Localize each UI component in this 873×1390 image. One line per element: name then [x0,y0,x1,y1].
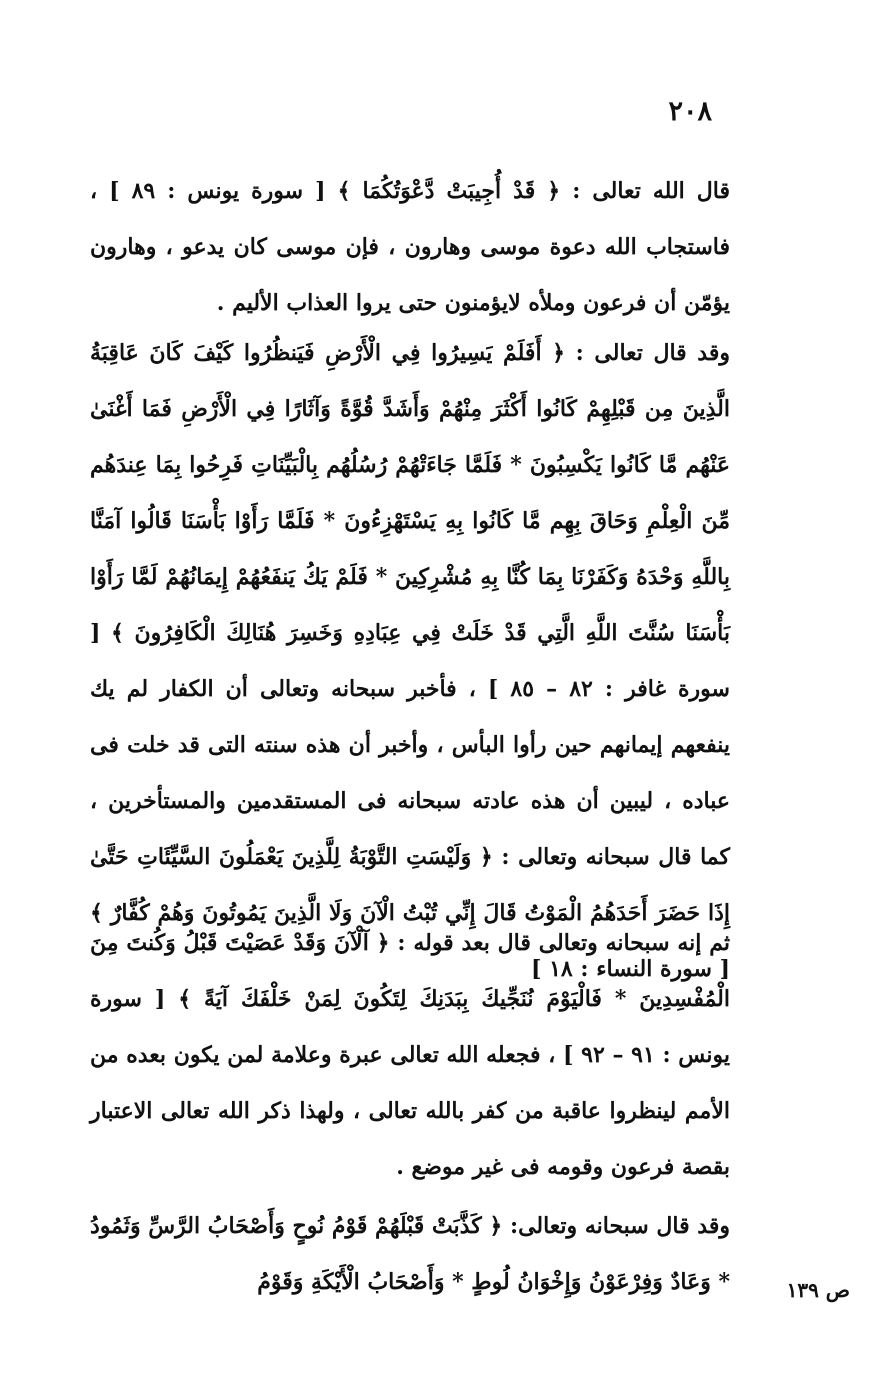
paragraph-1: قال الله تعالى : ﴿ قَدْ أُجِيبَتْ دَّعْوَتُكُمَا ﴾ [ سورة يونس : ٨٩ ] ، فاستجاب الله دعوة موسى وهارون ، فإن موسى كان يدعو ، وهارون يؤمّن أن فرعون وملأه لايؤمنون حتى يروا العذاب الأليم . [90,178,731,316]
paragraph-3: ثم إنه سبحانه وتعالى قال بعد قوله : ﴿ آلْآنَ وَقَدْ عَصَيْتَ قَبْلُ وَكُنتَ مِنَ الْمُفْسِدِينَ * فَالْيَوْمَ نُنَجِّيكَ بِبَدَنِكَ لِتَكُونَ لِمَنْ خَلْفَكَ آيَةً ﴾ [ سورة يونس : ٩١ – ٩٢ ] ، فجعله الله تعالى عبرة وعلامة لمن يكون بعده من الأمم لينظروا عاقبة من كفر بالله تعالى ، ولهذا ذكر الله تعالى الاعتبار بقصة فرعون وقومه فى غير موضع . [90,930,730,1180]
margin-page-reference: ص ١٣٩ [786,1278,850,1302]
paragraph-2: وقد قال تعالى : ﴿ أَفَلَمْ يَسِيرُوا فِي الْأَرْضِ فَيَنظُرُوا كَيْفَ كَانَ عَاقِبَةُ الَّذِينَ مِن قَبْلِهِمْ كَانُوا أَكْثَرَ مِنْهُمْ وَأَشَدَّ قُوَّةً وَآثَارًا فِي الْأَرْضِ فَمَا أَغْنَىٰ عَنْهُم مَّا كَانُوا يَكْسِبُونَ * فَلَمَّا جَاءَتْهُمْ رُسُلُهُم بِالْبَيِّنَاتِ فَرِحُوا بِمَا عِندَهُم مِّنَ الْعِلْمِ وَحَاقَ بِهِم مَّا كَانُوا بِهِ يَسْتَهْزِءُونَ * فَلَمَّا رَأَوْا بَأْسَنَا قَالُوا آمَنَّا بِاللَّهِ وَحْدَهُ وَكَفَرْنَا بِمَا كُنَّا بِهِ مُشْرِكِينَ * فَلَمْ يَكُ يَنفَعُهُمْ إِيمَانُهُمْ لَمَّا رَأَوْا بَأْسَنَا سُنَّتَ اللَّهِ الَّتِي قَدْ خَلَتْ فِي عِبَادِهِ وَخَسِرَ هُنَالِكَ الْكَافِرُونَ ﴾ [ سورة غافر : ٨٢ – ٨٥ ] ، فأخبر سبحانه وتعالى أن الكفار لم يك ينفعهم إيمانهم حين رأوا البأس ، وأخبر أن هذه سنته التى قد خلت فى عباده ، ليبين أن هذه عادته سبحانه فى المستقدمين والمستأخرين ، كما قال سبحانه وتعالى : ﴿ وَلَيْسَتِ التَّوْبَةُ لِلَّذِينَ يَعْمَلُونَ السَّيِّئَاتِ حَتَّىٰ إِذَا حَضَرَ أَحَدَهُمُ الْمَوْتُ قَالَ إِنِّي تُبْتُ الْآنَ وَلَا الَّذِينَ يَمُوتُونَ وَهُمْ كُفَّارٌ ﴾ [ سورة النساء : ١٨ ] [90,340,730,982]
paragraph-4: وقد قال سبحانه وتعالى: ﴿ كَذَّبَتْ قَبْلَهُمْ قَوْمُ نُوحٍ وَأَصْحَابُ الرَّسِّ وَثَمُودُ * وَعَادٌ وَفِرْعَوْنُ وَإِخْوَانُ لُوطٍ * وَأَصْحَابُ الْأَيْكَةِ وَقَوْمُ [90,1213,730,1295]
page-number: ٢٠٨ [668,96,712,127]
